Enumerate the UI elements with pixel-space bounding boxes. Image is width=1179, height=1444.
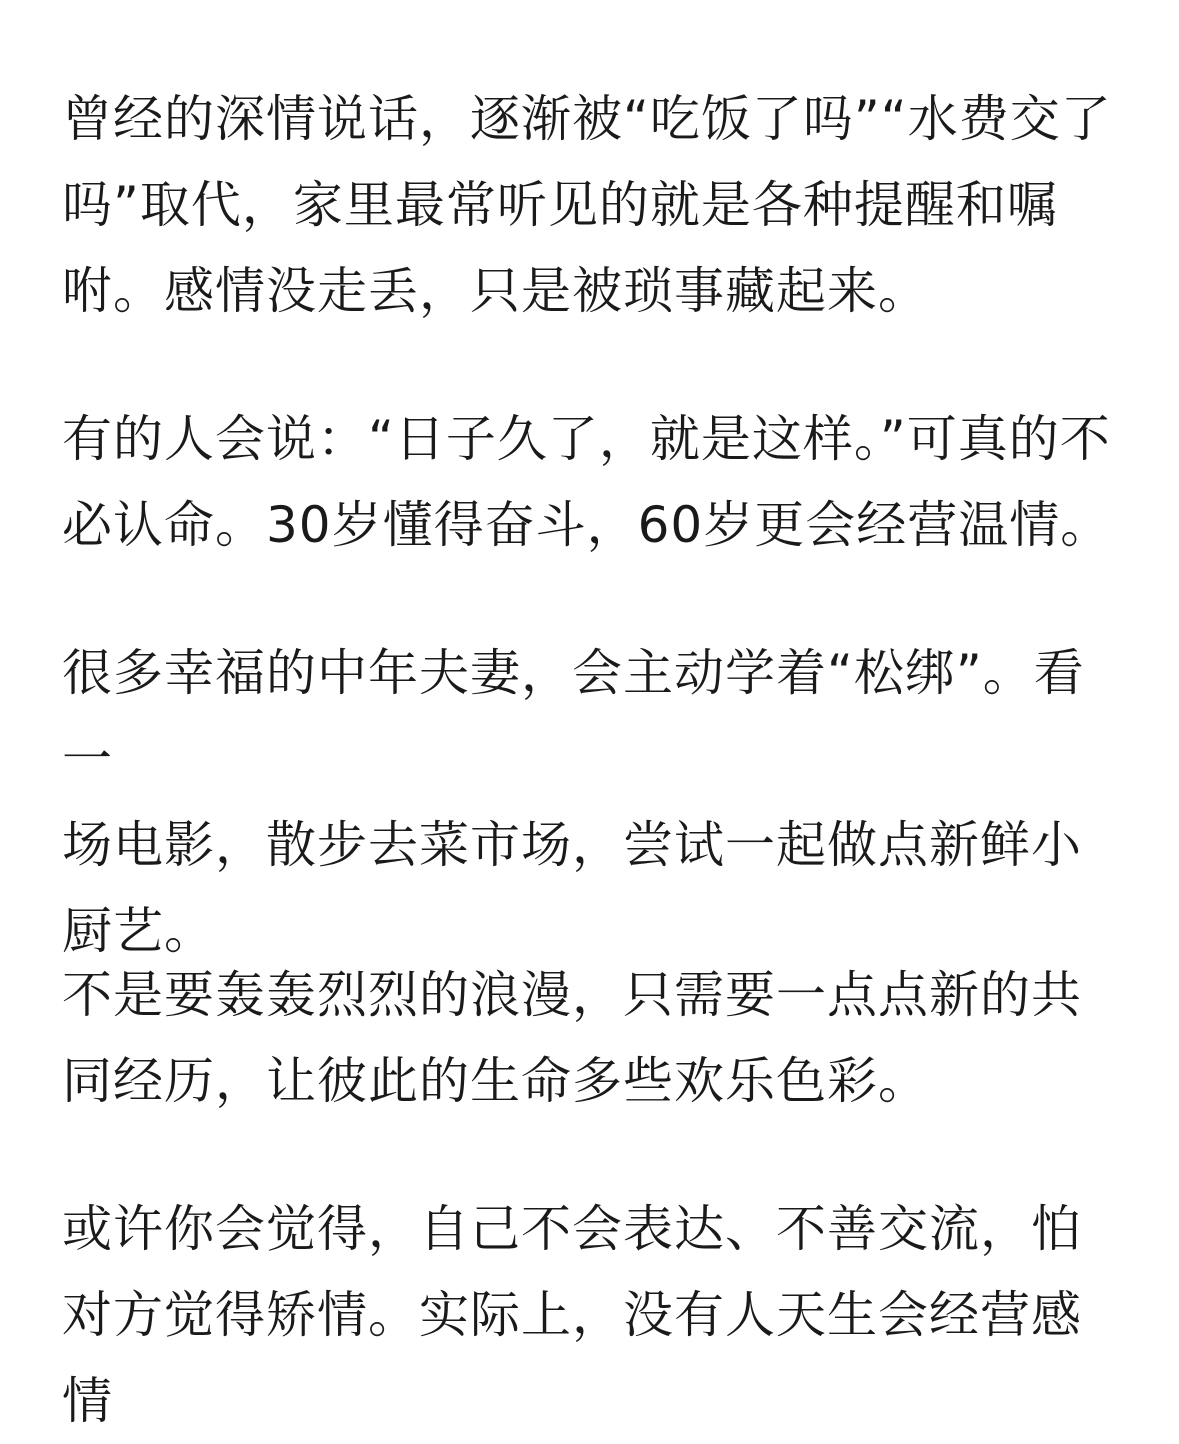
paragraph-4: 不是要轰轰烈烈的浪漫，只需要一点点新的共 同经历，让彼此的生命多些欢乐色彩。 bbox=[62, 966, 1082, 1110]
paragraph-3: 很多幸福的中年夫妻，会主动学着“松绑”。看一 场电影，散步去菜市场，尝试一起做点新鲜小 厨艺。 bbox=[62, 644, 1085, 960]
paragraph-2: 有的人会说：“日子久了，就是这样。”可真的不 必认命。30岁懂得奋斗，60岁更会经营温情。 bbox=[62, 410, 1112, 554]
paragraph-1: 曾经的深情说话，逐渐被“吃饭了吗”“水费交了 吗”取代，家里最常听见的就是各种提醒和嘱 咐。感情没走丢，只是被琐事藏起来。 bbox=[62, 90, 1112, 320]
paragraph-5: 或许你会觉得，自己不会表达、不善交流，怕 对方觉得矫情。实际上，没有人天生会经营感 情 bbox=[62, 1200, 1082, 1430]
